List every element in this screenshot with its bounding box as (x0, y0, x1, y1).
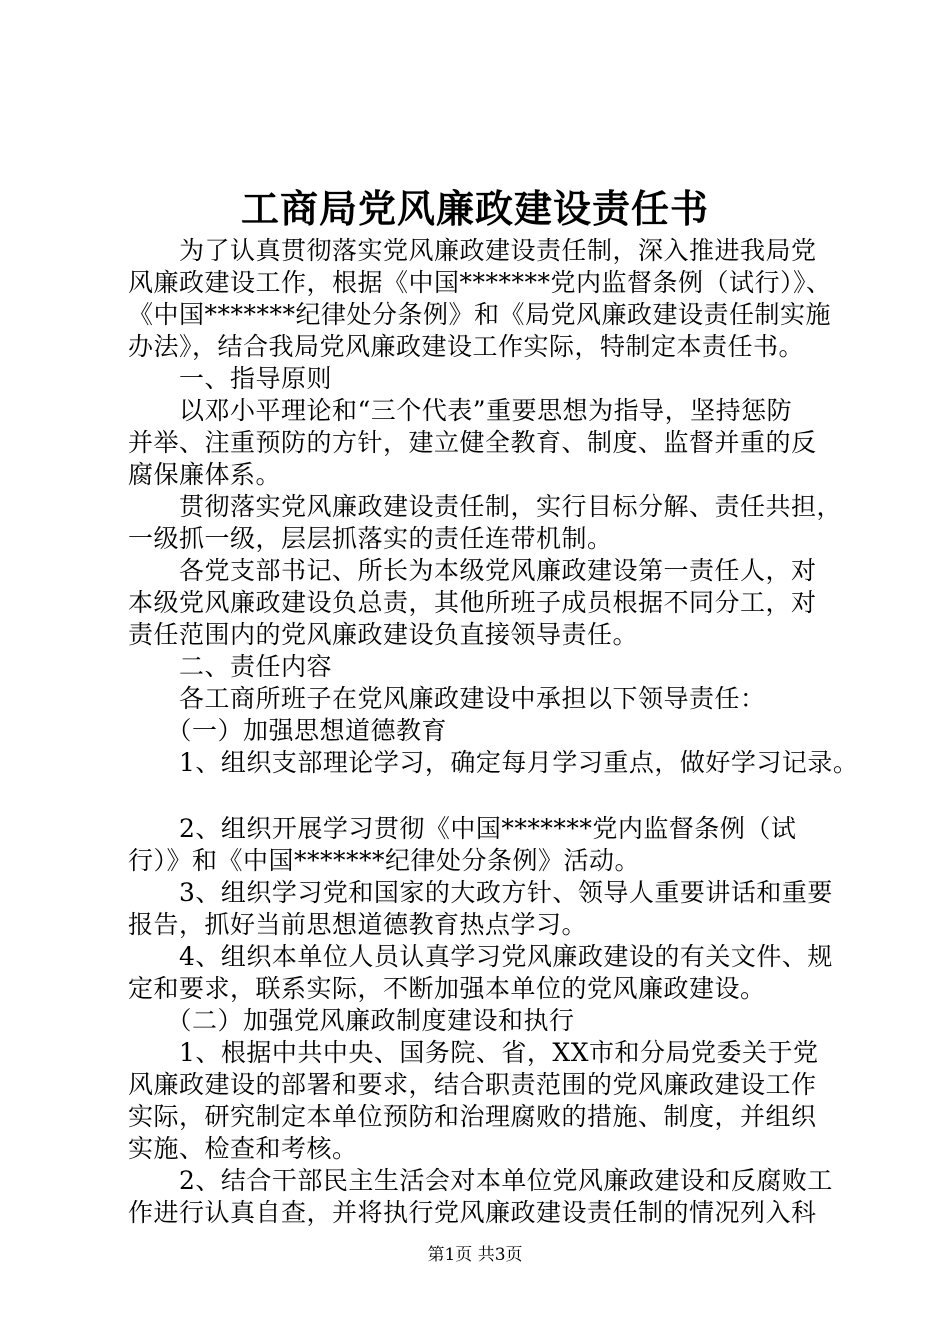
body-line: 1、根据中共中央、国务院、省，XX市和分局党委关于党 (128, 1038, 819, 1067)
subsection-heading: （二）加强党风廉政制度建设和执行 (128, 1006, 575, 1035)
body-line: 《中国*******纪律处分条例》和《局党风廉政建设责任制实施 (128, 300, 832, 329)
body-line: 4、组织本单位人员认真学习党风廉政建设的有关文件、规 (128, 942, 833, 971)
body-line: 以邓小平理论和“三个代表”重要思想为指导，坚持惩防 (128, 396, 793, 425)
body-line: 腐保廉体系。 (128, 460, 282, 489)
body-line: 行）》和《中国*******纪律处分条例》活动。 (128, 846, 641, 875)
body-line: 风廉政建设工作，根据《中国*******党内监督条例（试行）》、 (128, 268, 832, 297)
body-line: 办法》，结合我局党风廉政建设工作实际，特制定本责任书。 (128, 332, 805, 361)
body-line: 各党支部书记、所长为本级党风廉政建设第一责任人，对 (128, 556, 817, 585)
page-number-footer: 第1页 共3页 (427, 1245, 523, 1265)
body-line: 报告，抓好当前思想道德教育热点学习。 (128, 910, 588, 939)
body-line: 各工商所班子在党风廉政建设中承担以下领导责任： (128, 684, 766, 713)
section-heading: 二、责任内容 (128, 652, 333, 681)
body-line: 3、组织学习党和国家的大政方针、领导人重要讲话和重要 (128, 878, 833, 907)
subsection-heading: （一）加强思想道德教育 (128, 716, 448, 745)
body-line: 责任范围内的党风廉政建设负直接领导责任。 (128, 620, 639, 649)
body-line: 为了认真贯彻落实党风廉政建设责任制，深入推进我局党 (128, 236, 817, 265)
body-line: 实际，研究制定本单位预防和治理腐败的措施、制度，并组织 (128, 1102, 817, 1131)
body-line: 定和要求，联系实际，不断加强本单位的党风廉政建设。 (128, 974, 766, 1003)
section-heading: 一、指导原则 (128, 364, 333, 393)
body-line: 2、组织开展学习贯彻《中国*******党内监督条例（试 (128, 814, 797, 843)
body-line: 贯彻落实党风廉政建设责任制，实行目标分解、责任共担， (128, 492, 843, 521)
document-title: 工商局党风廉政建设责任书 (240, 186, 709, 231)
body-line: 1、组织支部理论学习，确定每月学习重点，做好学习记录。 (128, 748, 859, 777)
body-line: 本级党风廉政建设负总责，其他所班子成员根据不同分工，对 (128, 588, 817, 617)
body-line: 一级抓一级，层层抓落实的责任连带机制。 (128, 524, 613, 553)
body-line: 作进行认真自查，并将执行党风廉政建设责任制的情况列入科 (128, 1198, 817, 1227)
body-line: 实施、检查和考核。 (128, 1134, 358, 1163)
body-line: 风廉政建设的部署和要求，结合职责范围的党风廉政建设工作 (128, 1070, 817, 1099)
body-line: 2、结合干部民主生活会对本单位党风廉政建设和反腐败工 (128, 1166, 833, 1195)
body-line: 并举、注重预防的方针，建立健全教育、制度、监督并重的反 (128, 428, 817, 457)
